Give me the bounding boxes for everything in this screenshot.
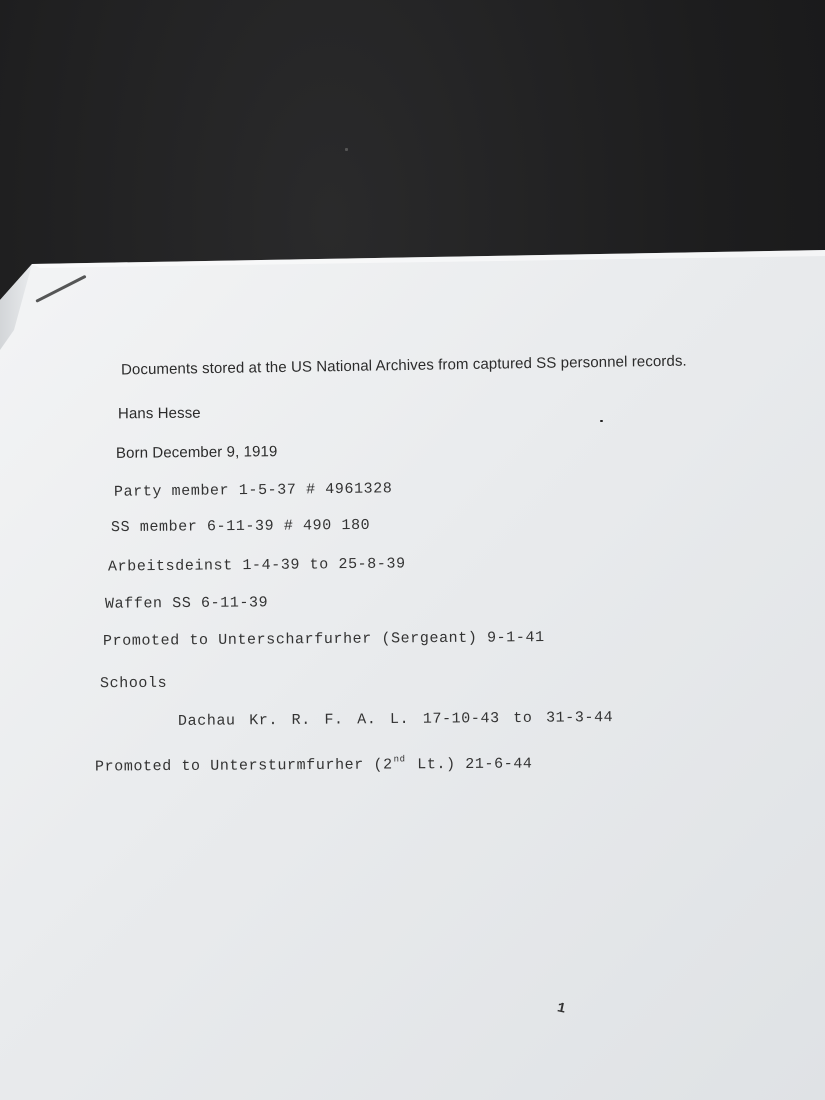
ordinal-superscript: nd — [393, 754, 406, 765]
school-entry: Dachau Kr. R. F. A. L. 17-10-43 to 31-3-44 — [177, 709, 614, 730]
promotion-lieutenant-text: Promoted to Untersturmfurher (2 — [94, 756, 393, 776]
party-member-record: Party member 1-5-37 # 4961328 — [113, 480, 393, 501]
document-header: Documents stored at the US National Archives from captured SS personnel records. — [120, 352, 687, 379]
birth-date: Born December 9, 1919 — [115, 443, 278, 462]
schools-label: Schools — [99, 674, 168, 693]
promotion-sergeant-record: Promoted to Unterscharfurher (Sergeant) 9-1-41 — [102, 629, 545, 650]
arbeitsdienst-record: Arbeitsdeinst 1-4-39 to 25-8-39 — [107, 555, 406, 576]
background-speck — [345, 148, 348, 151]
person-name: Hans Hesse — [117, 404, 201, 423]
waffen-ss-record: Waffen SS 6-11-39 — [104, 594, 269, 613]
page-mark: 1 — [555, 1000, 568, 1018]
promotion-lieutenant-record — [95, 753, 533, 775]
promotion-lieutenant-date: Lt.) 21-6-44 — [407, 755, 533, 774]
paper-speck — [600, 420, 603, 422]
ss-member-record: SS member 6-11-39 # 490 180 — [110, 516, 371, 537]
